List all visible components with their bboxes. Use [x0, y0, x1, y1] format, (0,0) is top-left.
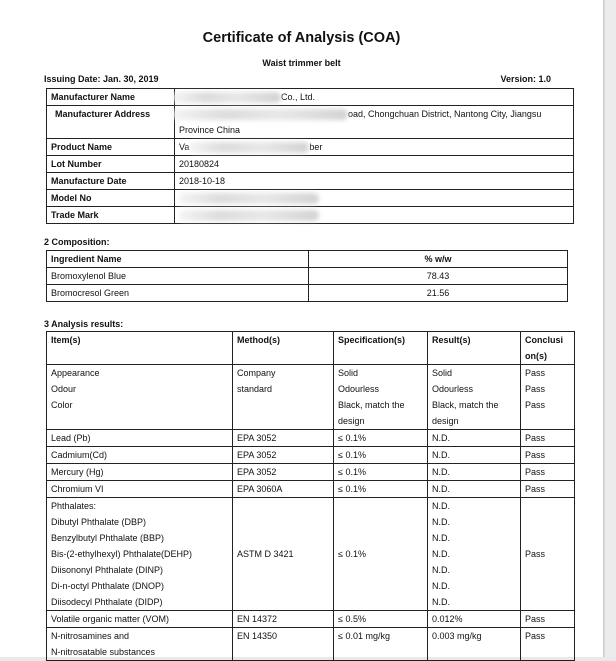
method-cell: Company standard [233, 365, 334, 430]
table-row [47, 173, 574, 190]
table-row [47, 464, 575, 481]
spec-cell: ≤ 0.1% [334, 464, 428, 481]
spec-cell: ≤ 0.1% [334, 481, 428, 498]
item-cell: Cadmium(Cd) [47, 447, 233, 464]
conclusion-cell: Pass [521, 611, 575, 628]
method-header: Method(s) [233, 332, 334, 365]
conclusion-cell: Pass [521, 447, 575, 464]
product-name-label: Product Name [47, 139, 175, 156]
redaction-blur [189, 142, 309, 153]
ingredient-name: Bromoxylenol Blue [47, 268, 309, 285]
result-header: Result(s) [428, 332, 521, 365]
table-row [47, 207, 574, 224]
method-cell: ASTM D 3421 [233, 498, 334, 611]
manufacturer-address-label: Manufacturer Address [47, 106, 175, 139]
result-cell: 0.003 mg/kg [428, 628, 521, 661]
conclusion-cell: Pass [521, 430, 575, 447]
spec-cell: ≤ 0.01 mg/kg [334, 628, 428, 661]
conclusion-header: Conclusi on(s) [521, 332, 575, 365]
spec-cell: ≤ 0.1% [334, 447, 428, 464]
ingredient-percent: 78.43 [309, 268, 568, 285]
method-cell: EPA 3052 [233, 447, 334, 464]
table-row [47, 628, 575, 661]
item-cell: Lead (Pb) [47, 430, 233, 447]
version-label: Version: 1.0 [500, 74, 551, 84]
manufacture-date-value: 2018-10-18 [175, 173, 574, 190]
table-row [47, 332, 575, 365]
spec-cell: ≤ 0.1% [334, 430, 428, 447]
conclusion-cell: Pass Pass Pass [521, 365, 575, 430]
result-cell: Solid Odourless Black, match the design [428, 365, 521, 430]
item-cell: Mercury (Hg) [47, 464, 233, 481]
composition-heading: 2 Composition: [44, 237, 110, 247]
table-row [47, 285, 568, 302]
table-row [47, 139, 574, 156]
spec-cell: ≤ 0.5% [334, 611, 428, 628]
table-row [47, 156, 574, 173]
conclusion-cell: Pass [521, 628, 575, 661]
item-header: Item(s) [47, 332, 233, 365]
item-cell: N-nitrosamines and N-nitrosatable substances [47, 628, 233, 661]
manufacturer-name-label: Manufacturer Name [47, 89, 175, 106]
table-row [47, 268, 568, 285]
method-cell: EN 14350 [233, 628, 334, 661]
manufacturer-name-value: Co., Ltd. [175, 89, 574, 106]
table-row [47, 89, 574, 106]
result-cell: 0.012% [428, 611, 521, 628]
method-cell: EPA 3060A [233, 481, 334, 498]
scrollbar-track[interactable] [604, 0, 616, 657]
table-row [47, 611, 575, 628]
info-table [46, 88, 574, 224]
spec-header: Specification(s) [334, 332, 428, 365]
ingredient-header: Ingredient Name [47, 251, 309, 268]
spec-cell: Solid Odourless Black, match the design [334, 365, 428, 430]
table-row [47, 106, 574, 139]
ingredient-name: Bromocresol Green [47, 285, 309, 302]
item-cell: Appearance Odour Color [47, 365, 233, 430]
lot-number-value: 20180824 [175, 156, 574, 173]
table-row [47, 447, 575, 464]
item-cell: Phthalates: Dibutyl Phthalate (DBP) Benzylbutyl Phthalate (BBP) Bis-(2-ethylhexyl) Phthalate(DEHP) Diisononyl Phthalate (DINP) Di-n-octyl Phthalate (DNOP) Diisodecyl Phthalate (DIDP) [47, 498, 233, 611]
method-cell: EPA 3052 [233, 430, 334, 447]
trade-mark-label: Trade Mark [47, 207, 175, 224]
method-cell: EN 14372 [233, 611, 334, 628]
table-row [47, 365, 575, 430]
spec-cell: ≤ 0.1% [334, 498, 428, 611]
redaction-blur [173, 92, 281, 103]
trade-mark-value [175, 207, 574, 224]
item-cell: Volatile organic matter (VOM) [47, 611, 233, 628]
model-no-value [175, 190, 574, 207]
item-cell: Chromium VI [47, 481, 233, 498]
table-row [47, 430, 575, 447]
result-cell: N.D. [428, 481, 521, 498]
table-row [47, 498, 575, 611]
result-cell: N.D. [428, 430, 521, 447]
result-cell: N.D. [428, 464, 521, 481]
table-row [47, 190, 574, 207]
result-cell: N.D. [428, 447, 521, 464]
document-subtitle: Waist trimmer belt [262, 58, 341, 68]
analysis-heading: 3 Analysis results: [44, 319, 124, 329]
analysis-table [46, 331, 575, 661]
ingredient-percent: 21.56 [309, 285, 568, 302]
conclusion-cell: Pass [521, 481, 575, 498]
table-row [47, 251, 568, 268]
lot-number-label: Lot Number [47, 156, 175, 173]
redaction-blur [173, 109, 348, 120]
composition-table [46, 250, 568, 302]
conclusion-cell: Pass [521, 498, 575, 611]
redaction-blur [179, 193, 319, 204]
redaction-blur [179, 210, 319, 221]
percent-header: % w/w [309, 251, 568, 268]
model-no-label: Model No [47, 190, 175, 207]
result-cell: N.D. N.D. N.D. N.D. N.D. N.D. N.D. [428, 498, 521, 611]
conclusion-cell: Pass [521, 464, 575, 481]
manufacturer-address-value: oad, Chongchuan District, Nantong City, Jiangsu Province China [175, 106, 574, 139]
manufacture-date-label: Manufacture Date [47, 173, 175, 190]
document-title: Certificate of Analysis (COA) [202, 30, 401, 46]
table-row [47, 481, 575, 498]
issuing-date: Issuing Date: Jan. 30, 2019 [44, 74, 159, 84]
method-cell: EPA 3052 [233, 464, 334, 481]
product-name-value: Va ber [175, 139, 574, 156]
